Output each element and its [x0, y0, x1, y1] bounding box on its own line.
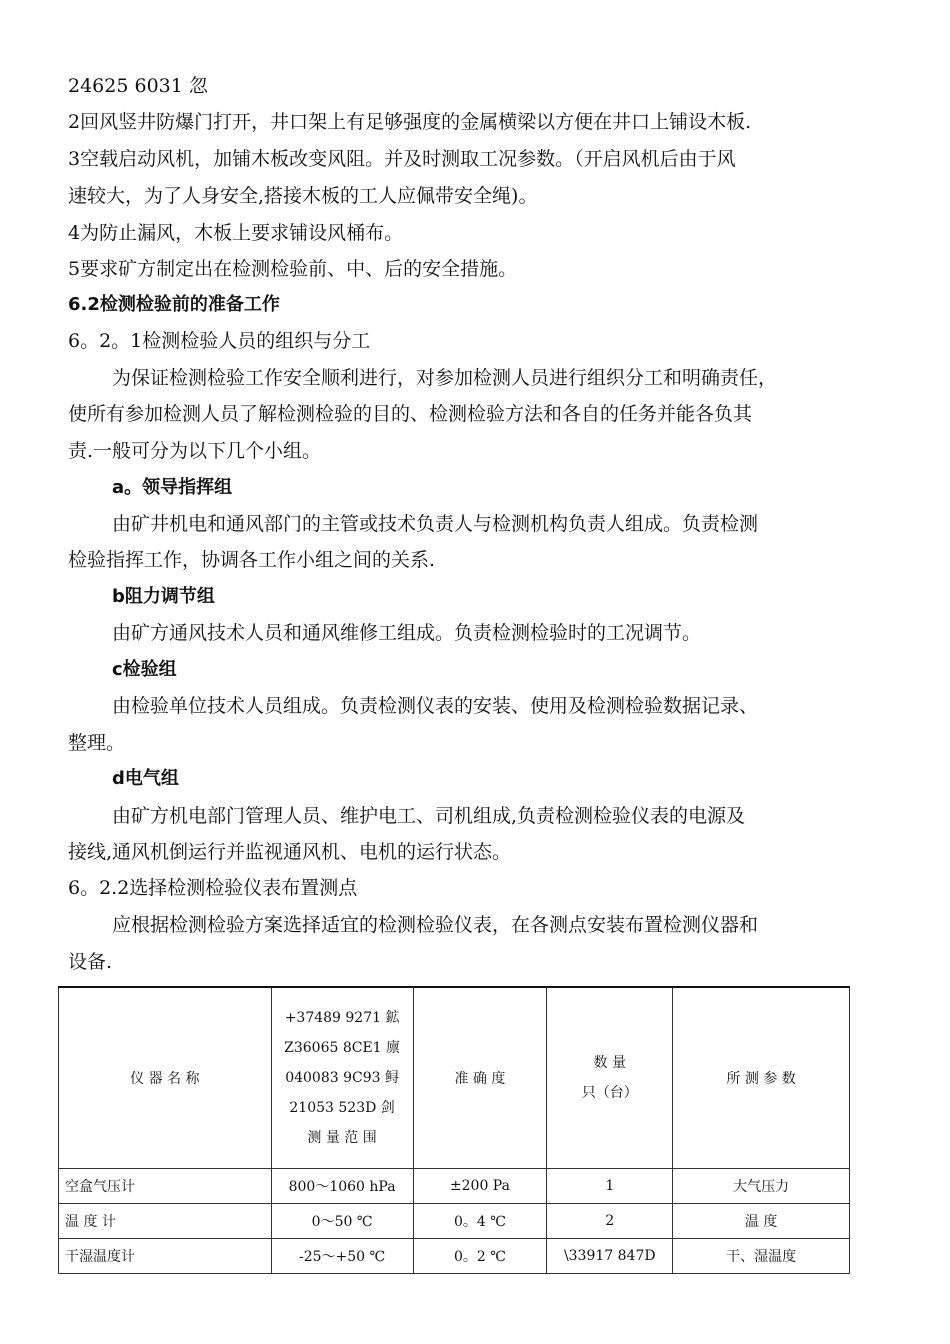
cell-name: 空盒气压计 [59, 1169, 272, 1204]
header-accuracy: 准 确 度 [413, 987, 547, 1169]
paragraph-line: 由矿方机电部门管理人员、维护电工、司机组成,负责检测检验仪表的电源及 [112, 805, 746, 827]
cell-range: -25～+50 ℃ [271, 1239, 413, 1274]
cell-quantity: 1 [547, 1169, 673, 1204]
header-range-line: 040083 9C93 鲟 [285, 1070, 399, 1086]
text-line: 5要求矿方制定出在检测检验前、中、后的安全措施。 [68, 258, 518, 280]
table-row [59, 1169, 850, 1204]
cell-parameter: 大气压力 [673, 1169, 850, 1204]
section-heading: 6.2检测检验前的准备工作 [68, 294, 280, 315]
cell-accuracy: ±200 Pa [413, 1169, 547, 1204]
header-quantity [547, 987, 673, 1169]
text-line: 2回风竖井防爆门打开，井口架上有足够强度的金属横梁以方便在井口上铺设木板. [68, 111, 752, 133]
table-header-row [59, 987, 850, 1169]
header-range-line: 21053 523D 剑 [289, 1100, 395, 1116]
cell-accuracy: 0。4 ℃ [413, 1204, 547, 1239]
paragraph-line: 由检验单位技术人员组成。负责检测仪表的安装、使用及检测检验数据记录、 [112, 695, 759, 717]
text-line: 24625 6031 忽 [68, 75, 208, 97]
text-line: 4为防止漏风，木板上要求铺设风桶布。 [68, 222, 404, 244]
subsection-heading: 6。2。1检测检验人员的组织与分工 [68, 330, 371, 352]
header-range-line: Z36065 8CE1 廪 [284, 1040, 401, 1056]
paragraph-line: 整理。 [68, 732, 126, 754]
paragraph-line: 使所有参加检测人员了解检测检验的目的、检测检验方法和各自的任务并能各负其 [68, 403, 753, 425]
cell-name: 干湿温度计 [59, 1239, 272, 1274]
header-quantity-unit: 只（台） [581, 1085, 638, 1101]
text-line: 3空载启动风机，加铺木板改变风阻。并及时测取工况参数。（开启风机后由于风 [68, 148, 736, 170]
paragraph-line: 由矿井机电和通风部门的主管或技术负责人与检测机构负责人组成。负责检测 [112, 513, 759, 535]
paragraph-line: 为保证检测检验工作安全顺利进行，对参加检测人员进行组织分工和明确责任， [112, 367, 778, 389]
header-instrument-name: 仪 器 名 称 [59, 987, 272, 1169]
cell-parameter: 干、湿温度 [673, 1239, 850, 1274]
text-line: 速较大，为了人身安全,搭接木板的工人应佩带安全绳)。 [68, 185, 538, 207]
table-row [59, 1204, 850, 1239]
cell-accuracy: 0。2 ℃ [413, 1239, 547, 1274]
header-range [271, 987, 413, 1169]
subsection-heading: 6。2.2选择检测检验仪表布置测点 [68, 877, 358, 899]
paragraph-line: 由矿方通风技术人员和通风维修工组成。负责检测检验时的工况调节。 [112, 622, 702, 644]
cell-quantity: \33917 847D [547, 1239, 673, 1274]
paragraph-line: 检验指挥工作，协调各工作小组之间的关系. [68, 549, 436, 571]
group-heading: d电气组 [112, 768, 179, 789]
instrument-table [58, 986, 850, 1274]
group-heading: b阻力调节组 [112, 586, 215, 607]
header-quantity-line: 数 量 [593, 1055, 626, 1071]
paragraph-line: 设备. [68, 951, 113, 973]
table-row [59, 1239, 850, 1274]
cell-parameter: 温 度 [673, 1204, 850, 1239]
group-heading: a。领导指挥组 [112, 477, 233, 498]
paragraph-line: 应根据检测检验方案选择适宜的检测检验仪表，在各测点安装布置检测仪器和 [112, 914, 759, 936]
paragraph-line: 责.一般可分为以下几个小组。 [68, 440, 322, 462]
cell-name: 温 度 计 [59, 1204, 272, 1239]
cell-range: 800～1060 hPa [271, 1169, 413, 1204]
cell-range: 0～50 ℃ [271, 1204, 413, 1239]
cell-quantity: 2 [547, 1204, 673, 1239]
paragraph-line: 接线,通风机倒运行并监视通风机、电机的运行状态。 [68, 841, 512, 863]
header-parameter: 所 测 参 数 [673, 987, 850, 1169]
header-range-line: 测 量 范 围 [307, 1130, 377, 1146]
group-heading: c检验组 [112, 659, 177, 680]
header-range-line: +37489 9271 鉱 [284, 1010, 400, 1026]
